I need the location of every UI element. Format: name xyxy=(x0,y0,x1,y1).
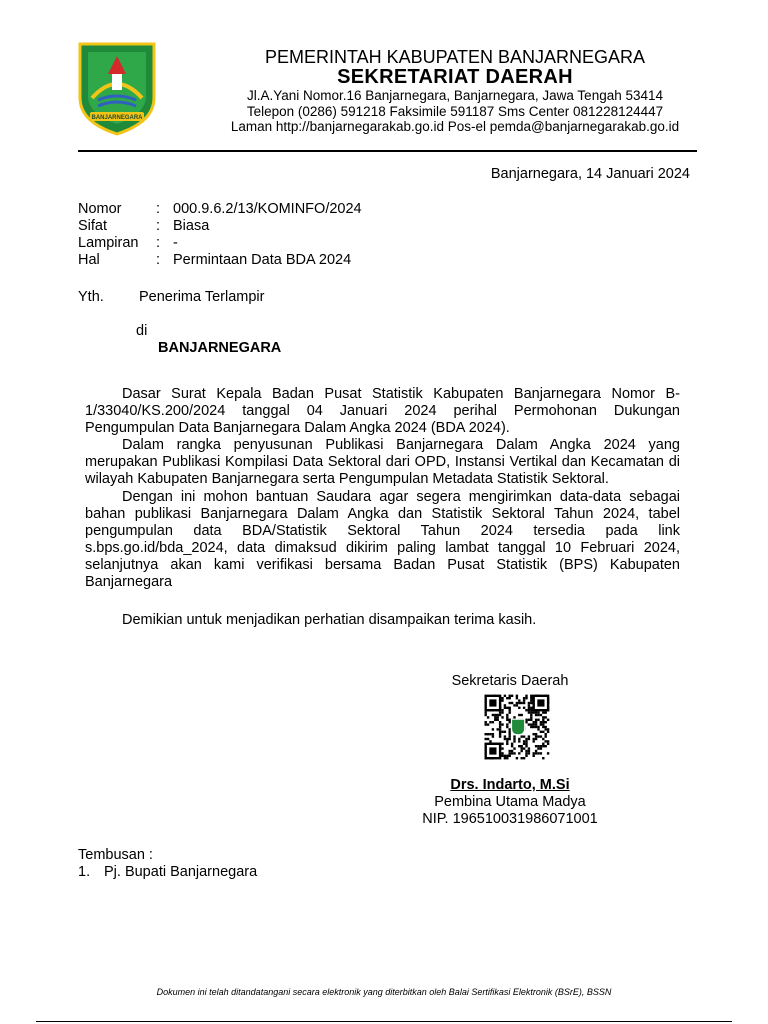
meta-colon: : xyxy=(156,218,161,234)
signer-title: Sekretaris Daerah xyxy=(451,673,569,689)
meta-value: - xyxy=(173,235,178,251)
header-rule xyxy=(78,150,697,152)
meta-label: Lampiran xyxy=(78,235,139,251)
body-paragraph: Dalam rangka penyusunan Publikasi Banjarnegara Dalam Angka 2024 yang merupakan Publikasi Kompilasi Data Sektoral dari OPD, Instansi Vertikal dan Kecamatan di wilayah Kabupaten Banjarnegara serta Pengumpulan Metadata Statistik Sektoral. xyxy=(85,437,680,487)
e-signature-footer: Dokumen ini telah ditandatangani secara elektronik yang diterbitkan oleh Balai Sertifikasi Elektronik (BSrE), BSSN xyxy=(156,987,612,997)
body-paragraph: Dengan ini mohon bantuan Saudara agar segera mengirimkan data-data sebagai bahan publikasi Banjarnegara Dalam Angka dan Statistik Sektoral Tahun 2024, tabel pengumpulan data BDA/Statistik Sektoral Tahun 2024 tersedia pada link s.bps.go.id/bda_2024, data dimaksud dikirim paling lambat tanggal 10 Februari 2024, selanjutnya akan kami verifikasi bersama Badan Pusat Statistik (BPS) Kabupaten Banjarnegara xyxy=(85,489,680,590)
body-paragraph: Dasar Surat Kepala Badan Pusat Statistik Kabupaten Banjarnegara Nomor B-1/33040/KS.200/2024 tanggal 04 Januari 2024 perihal Permohonan Dukungan Pengumpulan Data Banjarnegara Dalam Angka 2024 (BDA 2024). xyxy=(85,386,680,436)
meta-colon: : xyxy=(156,252,161,268)
addressee-di: di xyxy=(136,323,148,339)
tembusan-item-text: Pj. Bupati Banjarnegara xyxy=(104,864,258,880)
meta-colon: : xyxy=(156,235,161,251)
meta-label: Sifat xyxy=(78,218,108,234)
meta-value: Biasa xyxy=(173,218,210,234)
signer-name: Drs. Indarto, M.Si xyxy=(450,777,570,793)
footer-rule xyxy=(36,1021,732,1022)
signer-nip: NIP. 196510031986071001 xyxy=(422,811,598,827)
tembusan-item xyxy=(78,864,257,880)
meta-label: Nomor xyxy=(78,201,122,217)
yth-label: Yth. xyxy=(78,289,104,305)
logo-text: BANJARNEGARA xyxy=(91,115,143,121)
letter-date: Banjarnegara, 14 Januari 2024 xyxy=(490,166,690,182)
meta-label: Hal xyxy=(78,252,100,268)
tembusan-label: Tembusan : xyxy=(78,847,153,863)
meta-colon: : xyxy=(156,201,161,217)
addressee-place: BANJARNEGARA xyxy=(158,340,282,356)
meta-value: Permintaan Data BDA 2024 xyxy=(173,252,352,268)
office-web: Laman http://banjarnegarakab.go.id Pos-el pemda@banjarnegarakab.go.id xyxy=(230,119,680,134)
signer-rank: Pembina Utama Madya xyxy=(434,794,586,810)
addressee-name: Penerima Terlampir xyxy=(139,289,265,305)
government-name: PEMERINTAH KABUPATEN BANJARNEGARA xyxy=(264,47,646,67)
regency-logo xyxy=(74,40,160,136)
signature-qr-code xyxy=(474,694,560,760)
closing-paragraph: Demikian untuk menjadikan perhatian disampaikan terima kasih. xyxy=(122,612,537,628)
office-name: SEKRETARIAT DAERAH xyxy=(337,66,573,88)
meta-value: 000.9.6.2/13/KOMINFO/2024 xyxy=(173,201,362,217)
tembusan-item-number: 1. xyxy=(78,864,91,880)
office-address: Jl.A.Yani Nomor.16 Banjarnegara, Banjarnegara, Jawa Tengah 53414 xyxy=(246,88,664,103)
office-phone: Telepon (0286) 591218 Faksimile 591187 Sms Center 081228124447 xyxy=(246,104,664,119)
